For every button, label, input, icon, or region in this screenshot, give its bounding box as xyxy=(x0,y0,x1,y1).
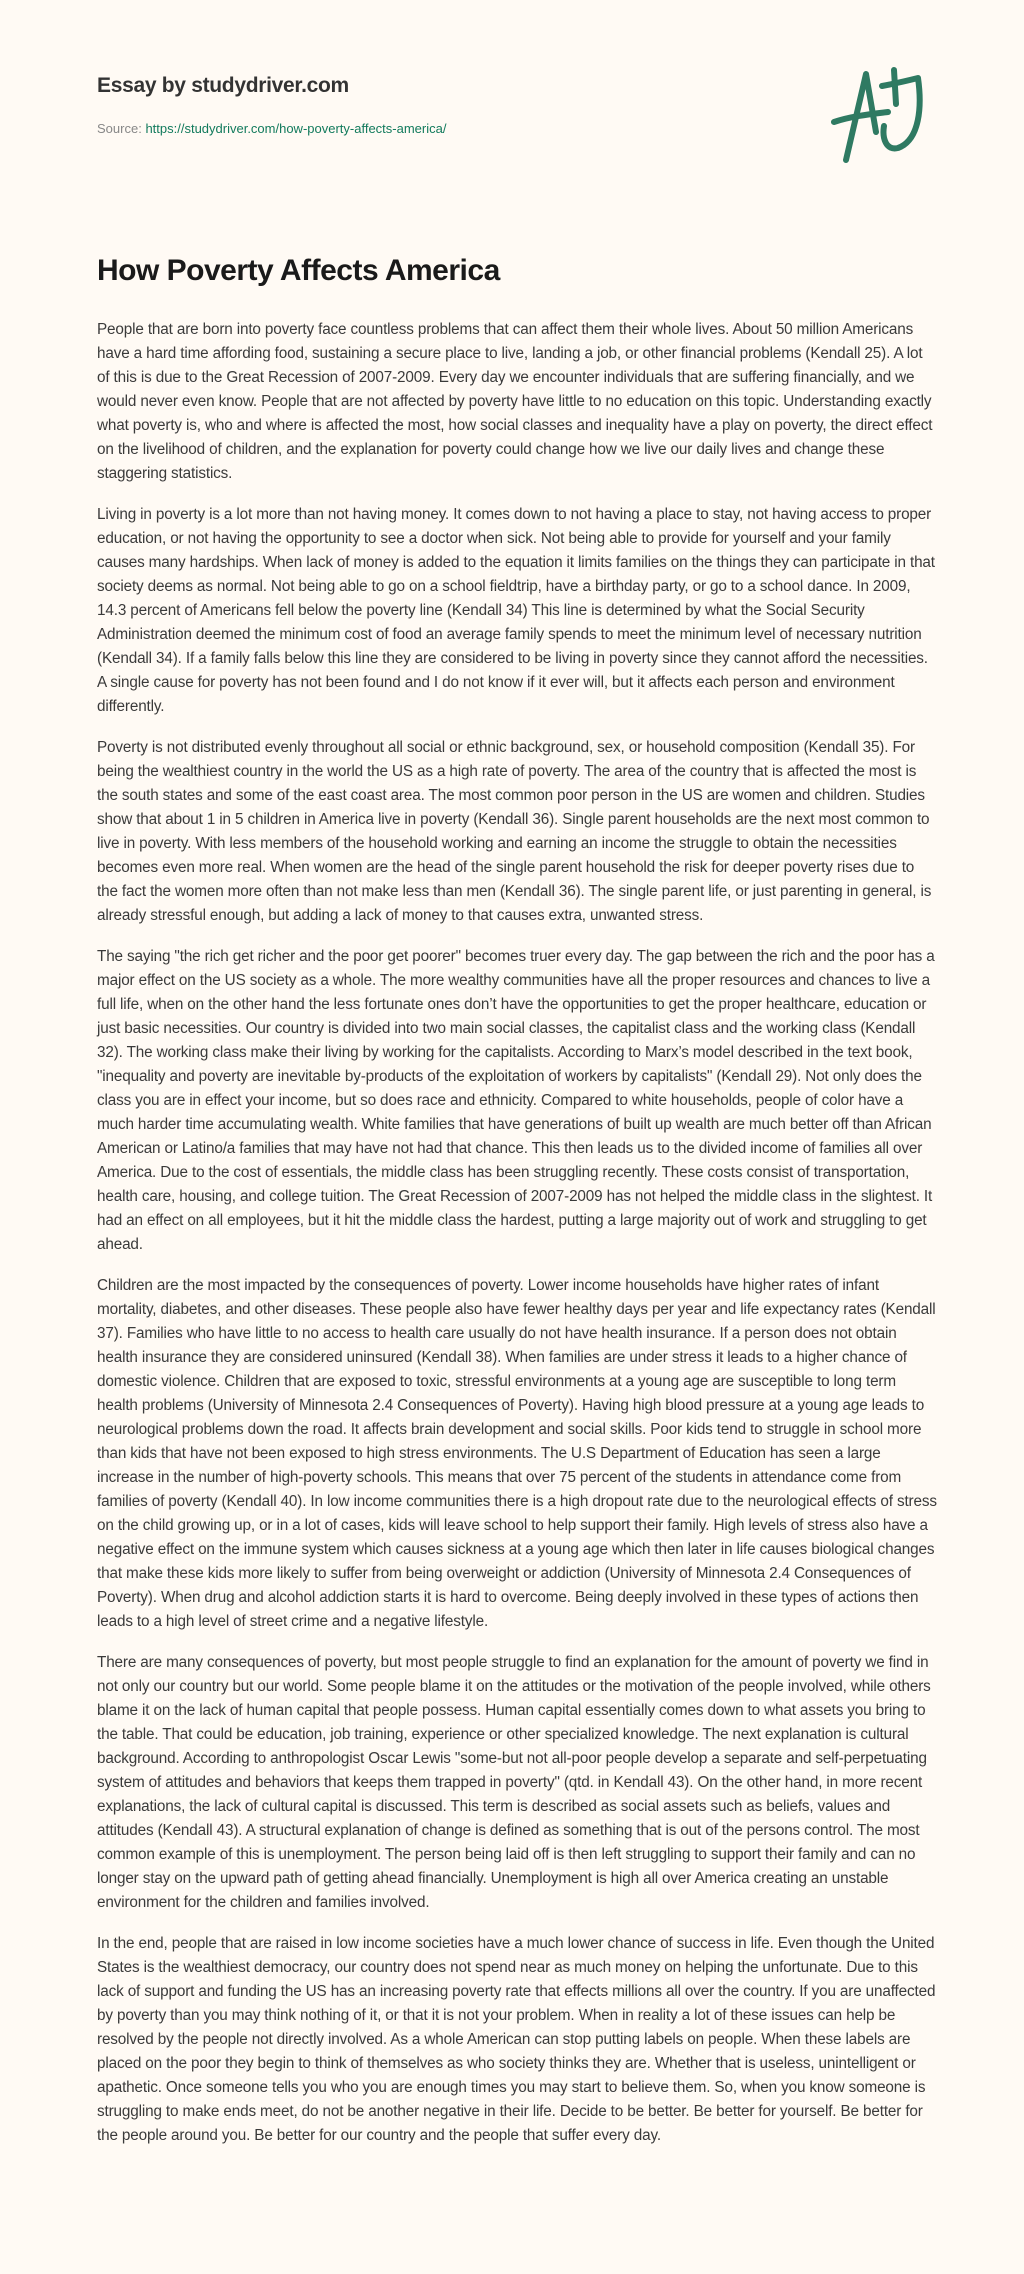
paragraph: In the end, people that are raised in low income societies have a much lower chance of success in life. Even though the United States is the wealthiest democracy, our country does not spend near as much money on helping the unfortunate. Due to this lack of support and funding the US has an increasing poverty rate that effects millions all over the country. If you are unaffected by poverty than you may think nothing of it, or that it is not your problem. When in reality a lot of these issues can help be resolved by the people not directly involved. As a whole American can stop putting labels on people. When these labels are placed on the poor they begin to think of themselves as who society thinks they are. Whether that is useless, unintelligent or apathetic. Once someone tells you who you are enough times you may start to believe them. So, when you know someone is struggling to make ends meet, do not be another negative in their life. Decide to be better. Be better for yourself. Be better for the people around you. Be better for our country and the people that suffer every day. xyxy=(97,1935,936,2144)
article xyxy=(97,250,937,2165)
source-line xyxy=(97,120,927,138)
paragraph: People that are born into poverty face countless problems that can affect them their whole lives. About 50 million Americans have a hard time affording food, sustaining a secure place to live, landing a job, or other financial problems (Kendall 25). A lot of this is due to the Great Recession of 2007-2009. Every day we encounter individuals that are suffering financially, and we would never even know. People that are not affected by poverty have little to no education on this topic. Understanding exactly what poverty is, who and where is affected the most, how social classes and inequality have a play on poverty, the direct effect on the livelihood of children, and the explanation for poverty could change how we live our daily lives and change these staggering statistics. xyxy=(97,321,933,482)
article-title: How Poverty Affects America xyxy=(97,254,500,287)
essay-header xyxy=(97,72,927,138)
a-plus-logo-icon xyxy=(822,66,932,168)
source-link[interactable]: https://studydriver.com/how-poverty-affects-america/ xyxy=(145,121,447,136)
site-title: Essay by studydriver.com xyxy=(97,74,349,97)
paragraph: Living in poverty is a lot more than not having money. It comes down to not having a place to stay, not having access to proper education, or not having the opportunity to see a doctor when sick. Not being able to provide for yourself and your family causes many hardships. When lack of money is added to the equation it limits families on the things they can participate in that society deems as normal. Not being able to go on a school fieldtrip, have a birthday party, or go to a school dance. In 2009, 14.3 percent of Americans fell below the poverty line (Kendall 34) This line is determined by what the Social Security Administration deemed the minimum cost of food an average family spends to meet the minimum level of necessary nutrition (Kendall 34). If a family falls below this line they are considered to be living in poverty since they cannot afford the necessities. A single cause for poverty has not been found and I do not know if it ever will, but it affects each person and environment differently. xyxy=(97,506,935,715)
paragraph: The saying "the rich get richer and the poor get poorer" becomes truer every day. The gap between the rich and the poor has a major effect on the US society as a whole. The more wealthy communities have all the proper resources and chances to live a full life, when on the other hand the less fortunate ones don’t have the opportunities to get the proper healthcare, education or just basic necessities. Our country is divided into two main social classes, the capitalist class and the working class (Kendall 32). The working class make their living by working for the capitalists. According to Marx’s model described in the text book, "inequality and poverty are inevitable by-products of the exploitation of workers by capitalists" (Kendall 29). Not only does the class you are in effect your income, but so does race and ethnicity. Compared to white households, people of color have a much harder time accumulating wealth. White families that have generations of built up wealth are much better off than African American or Latino/a families that may have not had that chance. This then leads us to the divided income of families all over America. Due to the cost of essentials, the middle class has been struggling recently. These costs consist of transportation, health care, housing, and college tuition. The Great Recession of 2007-2009 has not helped the middle class in the slightest. It had an effect on all employees, but it hit the middle class the hardest, putting a large majority out of work and struggling to get ahead. xyxy=(97,948,935,1253)
source-label: Source: xyxy=(97,121,142,136)
paragraph: Children are the most impacted by the consequences of poverty. Lower income households have higher rates of infant mortality, diabetes, and other diseases. These people also have fewer healthy days per year and life expectancy rates (Kendall 37). Families who have little to no access to health care usually do not have health insurance. If a person does not obtain health insurance they are considered uninsured (Kendall 38). When families are under stress it leads to a higher chance of domestic violence. Children that are exposed to toxic, stressful environments at a young age are susceptible to long term health problems (University of Minnesota 2.4 Consequences of Poverty). Having high blood pressure at a young age leads to neurological problems down the road. It affects brain development and social skills. Poor kids tend to struggle in school more than kids that have not been exposed to high stress environments. The U.S Department of Education has seen a large increase in the number of high-poverty schools. This means that over 75 percent of the students in attendance come from families of poverty (Kendall 40). In low income communities there is a high dropout rate due to the neurological effects of stress on the child growing up, or in a lot of cases, kids will leave school to help support their family. High levels of stress also have a negative effect on the immune system which causes sickness at a young age which then later in life causes biological changes that make these kids more likely to suffer from being overweight or addiction (University of Minnesota 2.4 Consequences of Poverty). When drug and alcohol addiction starts it is hard to overcome. Being deeply involved in these types of actions then leads to a high level of street crime and a negative lifestyle. xyxy=(97,1277,937,1630)
paragraph: Poverty is not distributed evenly throughout all social or ethnic background, sex, or household composition (Kendall 35). For being the wealthiest country in the world the US as a high rate of poverty. The area of the country that is affected the most is the south states and some of the east coast area. The most common poor person in the US are women and children. Studies show that about 1 in 5 children in America live in poverty (Kendall 36). Single parent households are the next most common to live in poverty. With less members of the household working and earning an income the struggle to obtain the necessities becomes even more real. When women are the head of the single parent household the risk for deeper poverty rises due to the fact the women more often than not make less than men (Kendall 36). The single parent life, or just parenting in general, is already stressful enough, but adding a lack of money to that causes extra, unwanted stress. xyxy=(97,739,932,924)
paragraph: There are many consequences of poverty, but most people struggle to find an explanation for the amount of poverty we find in not only our country but our world. Some people blame it on the attitudes or the motivation of the people involved, while others blame it on the lack of human capital that people possess. Human capital essentially comes down to what assets you bring to the table. That could be education, job training, experience or other specialized knowledge. The next explanation is cultural background. According to anthropologist Oscar Lewis "some-but not all-poor people develop a separate and self-perpetuating system of attitudes and behaviors that keeps them trapped in poverty" (qtd. in Kendall 43). On the other hand, in more recent explanations, the lack of cultural capital is discussed. This term is described as social assets such as beliefs, values and attitudes (Kendall 43). A structural explanation of change is defined as something that is out of the persons control. The most common example of this is unemployment. The person being laid off is then left struggling to support their family and can no longer stay on the upward path of getting ahead financially. Unemployment is high all over America creating an unstable environment for the children and families involved. xyxy=(97,1654,931,1911)
